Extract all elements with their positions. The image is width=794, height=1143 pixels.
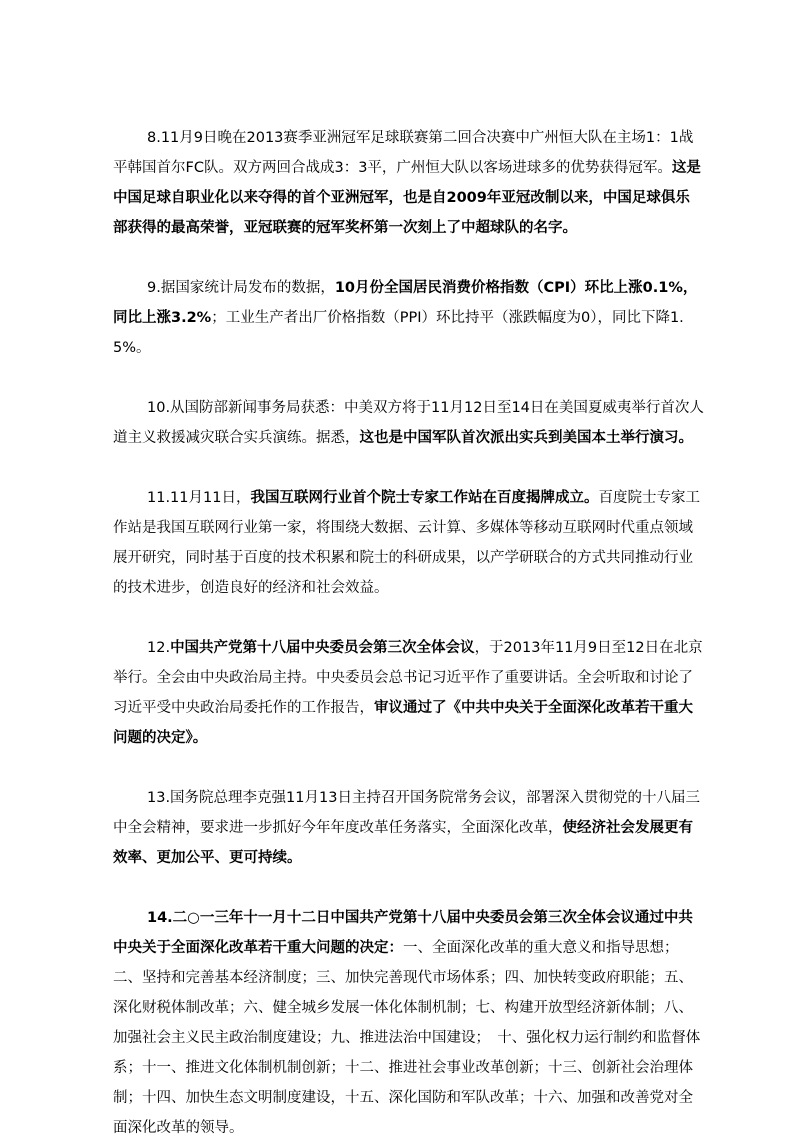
paragraph-13-emphasis: 使经济社会发展更有效率、更加公平、更可持续。 [113,820,693,866]
paragraph-10-emphasis: 这也是中国军队首次派出实兵到美国本土举行演习。 [359,430,693,446]
paragraph-14 [113,903,704,1143]
paragraph-11-emphasis: 我国互联网行业首个院士专家工作站在百度揭牌成立。 [250,490,599,506]
paragraph-12-emphasis-2: 审议通过了《中共中央关于全面深化改革若干重大问题的决定》。 [113,700,693,746]
paragraph-9-tail: ；工业生产者出厂价格指数（PPI）环比持平（涨跌幅度为0），同比下降1.5%。 [113,310,684,356]
paragraph-13-lead: 13.国务院总理李克强11月13日主持召开国务院常务会议，部署深入贯彻党的十八届三中全会精神，要求进一步抓好今年年度改革任务落实，全面深化改革， [113,790,700,836]
paragraph-8 [113,123,704,243]
paragraph-11-lead: 11.11月11日， [147,490,251,506]
paragraph-11-tail: 百度院士专家工作站是我国互联网行业第一家，将围绕大数据、云计算、多媒体等移动互联网时代重点领域展开研究，同时基于百度的技术积累和院士的科研成果，以产学研联合的方式共同推动行业的技术进步，创造良好的经济和社会效益。 [113,490,700,596]
paragraph-9-lead: 9.据国家统计局发布的数据， [147,280,335,296]
paragraph-12-emphasis-1: 中国共产党第十八届中央委员会第三次全体会议 [170,640,475,656]
paragraph-12 [113,633,704,753]
paragraph-10-lead: 10.从国防部新闻事务局获悉：中美双方将于11月12日至14日在美国夏威夷举行首次人道主义救援减灾联合实兵演练。据悉， [113,400,704,446]
paragraph-8-text: 8.11月9日晚在2013赛季亚洲冠军足球联赛第二回合决赛中广州恒大队在主场1：1战平韩国首尔FC队。双方两回合战成3：3平，广州恒大队以客场进球多的优势获得冠军。 [113,130,694,176]
paragraph-9-emphasis: 10月份全国居民消费价格指数（CPI）环比上涨0.1%，同比上涨3.2% [113,280,698,326]
paragraph-14-list: 一、全面深化改革的重大意义和指导思想；二、坚持和完善基本经济制度；三、加快完善现代市场体系；四、加快转变政府职能；五、深化财税体制改革；六、健全城乡发展一体化体制机制；七、构建开放型经济新体制；八、加强社会主义民主政治制度建设；九、推进法治中国建设； 十、强化权力运行制约和监督体系；十一、推进文化体制机制创新；十二、推进社会事业改革创新；十三、创新社会治理体制；十四、加快生态文明制度建设，十五、深化国防和军队改革；十六、加强和改善党对全面深化改革的领导。 [113,940,701,1136]
paragraph-8-emphasis: 这是中国足球自职业化以来夺得的首个亚洲冠军，也是自2009年亚冠改制以来，中国足球俱乐部获得的最高荣誉，亚冠联赛的冠军奖杯第一次刻上了中超球队的名字。 [113,160,701,236]
paragraph-12-lead: 12. [147,640,171,656]
paragraph-10 [113,393,704,453]
paragraph-13 [113,783,704,873]
paragraph-12-middle: ，于2013年11月9日至12日在北京举行。全会由中央政治局主持。中央委员会总书记习近平作了重要讲话。全会听取和讨论了习近平受中央政治局委托作的工作报告， [113,640,703,716]
paragraph-11 [113,483,704,603]
paragraph-14-emphasis: 14.二○一三年十一月十二日中国共产党第十八届中央委员会第三次全体会议通过中共中央关于全面深化改革若干重大问题的决定： [113,910,693,956]
paragraph-9 [113,273,704,363]
